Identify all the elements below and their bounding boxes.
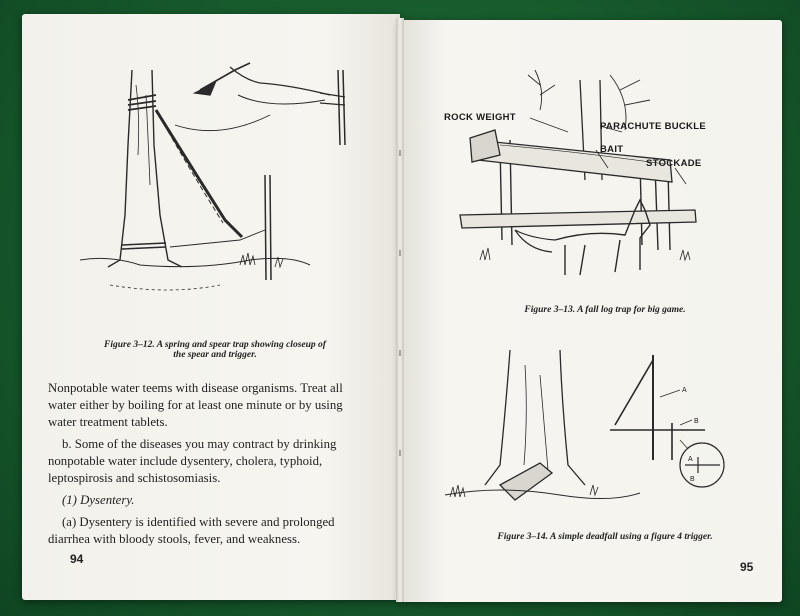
- page-number-left: 94: [70, 552, 84, 566]
- deadfall-figure4-illustration: [440, 345, 760, 520]
- label-stockade: STOCKADE: [646, 158, 702, 169]
- label-parachute-buckle: PARACHUTE BUCKLE: [600, 121, 706, 132]
- stitch: [399, 450, 401, 456]
- spring-spear-trap-illustration: [70, 55, 370, 305]
- body-text: [48, 380, 358, 553]
- paragraph: (a) Dysentery is identified with severe and prolonged diarrhea with bloody stools, fever, and weakness.: [48, 515, 335, 546]
- paragraph: b. Some of the diseases you may contract by drinking nonpotable water include dysentery, cholera, typhoid, leptospirosis and schistosomiasis.: [48, 437, 337, 485]
- label-b: B: [694, 418, 699, 425]
- paragraph: Nonpotable water teems with disease organisms. Treat all water either by boiling for at least one minute or by using water treatment tablets.: [48, 381, 343, 429]
- closeup-label-b: B: [690, 476, 695, 483]
- figure-3-12-caption: [60, 340, 370, 360]
- figure-3-14-caption: Figure 3–14. A simple deadfall using a figure 4 trigger.: [497, 532, 713, 542]
- caption-line: Figure 3–12. A spring and spear trap showing closeup of: [104, 340, 326, 350]
- stitch: [399, 350, 401, 356]
- label-rock-weight: ROCK WEIGHT: [444, 112, 516, 123]
- figure-3-13-caption: Figure 3–13. A fall log trap for big game.: [524, 305, 686, 315]
- book-spine: [396, 18, 404, 602]
- closeup-label-a: A: [688, 456, 693, 463]
- label-a: A: [682, 387, 687, 394]
- subheading: (1) Dysentery.: [62, 493, 135, 507]
- stitch: [399, 150, 401, 156]
- caption-line: the spear and trigger.: [173, 350, 257, 360]
- fall-log-trap-illustration: [440, 60, 770, 295]
- label-bait: BAIT: [600, 144, 624, 155]
- page-number-right: 95: [740, 560, 754, 574]
- stitch: [399, 250, 401, 256]
